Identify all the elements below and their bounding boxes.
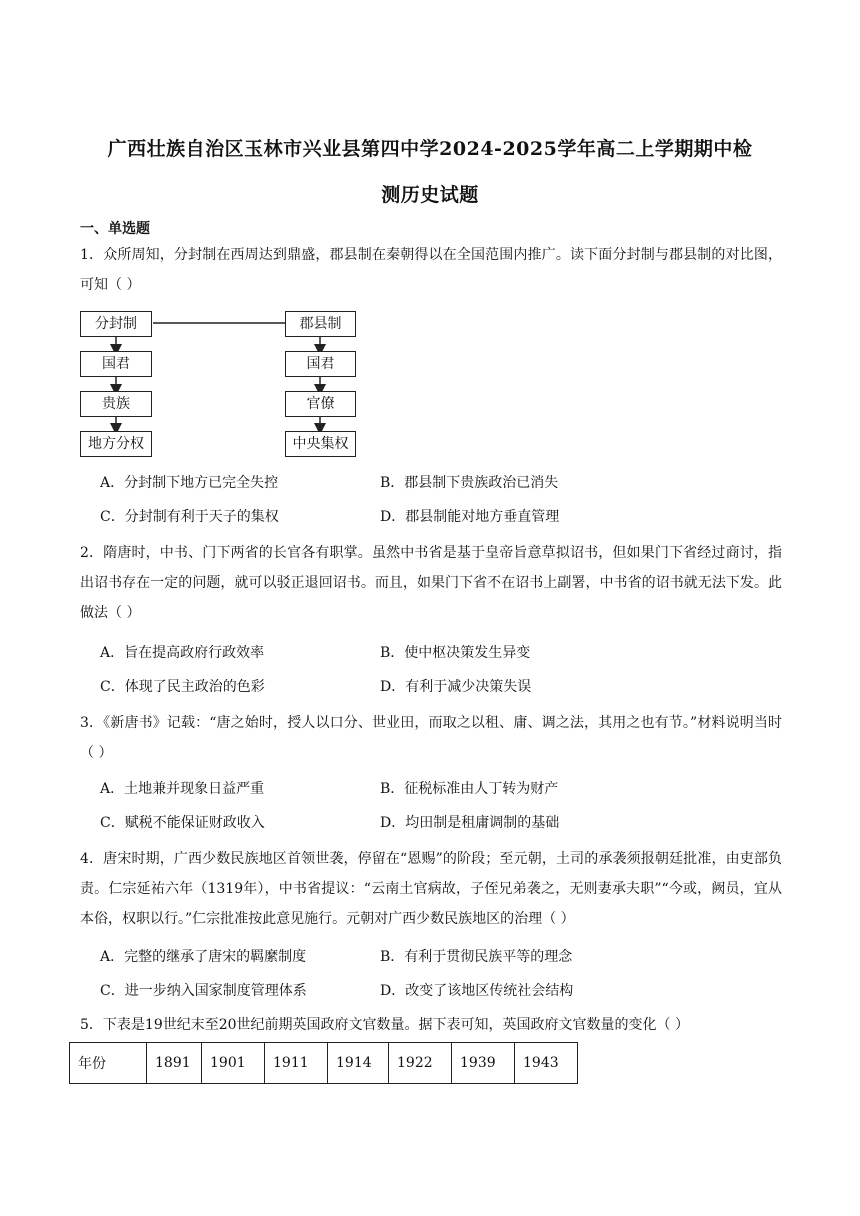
section-heading: 一、单选题 [80,221,150,237]
question-4-stem: 4．唐宋时期，广西少数民族地区首领世袭，停留在“恩赐”的阶段；至元朝，土司的承袭须报朝廷批准，由吏部负责。仁宗延祐六年（1319年），中书省提议：“云南土官病故，子侄兄弟袭之，无则妻承夫职”“今或，阙员，宜从本俗，权职以行。”仁宗批准按此意见施行。元朝对广西少数民族地区的治理（ ） [80,851,782,927]
q2-option-c[interactable]: C．体现了民主政治的色彩 [100,679,265,695]
table-row [70,1043,578,1084]
table-cell: 1901 [202,1043,265,1084]
diagram-left-box-2: 国君 [80,351,152,377]
table-cell: 1891 [147,1043,202,1084]
table-header-cell: 年份 [70,1043,147,1084]
q2-option-a[interactable]: A．旨在提高政府行政效率 [100,645,265,661]
q4-option-d[interactable]: D．改变了该地区传统社会结构 [380,983,574,999]
page-title-line-2: 测历史试题 [381,184,479,206]
q1-option-c[interactable]: C．分封制有利于天子的集权 [100,509,279,525]
diagram-right-box-3: 官僚 [285,391,356,417]
table-cell: 1914 [328,1043,389,1084]
diagram-left-box-3: 贵族 [80,391,152,417]
q4-option-c[interactable]: C．进一步纳入国家制度管理体系 [100,983,307,999]
comparison-diagram [78,310,378,460]
table-cell: 1939 [452,1043,515,1084]
q1-option-a[interactable]: A．分封制下地方已完全失控 [100,475,279,491]
q1-option-d[interactable]: D．郡县制能对地方垂直管理 [380,509,560,525]
q3-option-a[interactable]: A．土地兼并现象日益严重 [100,781,265,797]
diagram-right-box-1: 郡县制 [285,311,356,337]
q3-option-b[interactable]: B．征税标准由人丁转为财产 [380,781,559,797]
diagram-right-box-2: 国君 [285,351,356,377]
diagram-left-box-4: 地方分权 [80,431,152,457]
civil-servant-table [69,1042,578,1084]
diagram-right-box-4: 中央集权 [285,431,356,457]
q3-option-c[interactable]: C．赋税不能保证财政收入 [100,815,265,831]
q1-option-b[interactable]: B．郡县制下贵族政治已消失 [380,475,559,491]
question-3-stem: 3．《新唐书》记载：“唐之始时，授人以口分、世业田，而取之以租、庸、调之法，其用之也有节。”材料说明当时（ ） [80,715,782,761]
q2-option-d[interactable]: D．有利于减少决策失误 [380,679,532,695]
page-title-line-1: 广西壮族自治区玉林市兴业县第四中学2024-2025学年高二上学期期中检 [107,138,753,160]
q3-option-d[interactable]: D．均田制是租庸调制的基础 [380,815,560,831]
question-2-stem: 2．隋唐时，中书、门下两省的长官各有职掌。虽然中书省是基于皇帝旨意草拟诏书，但如果门下省经过商讨，指出诏书存在一定的问题，就可以驳正退回诏书。而且，如果门下省不在诏书上副署，中书省的诏书就无法下发。此做法（ ） [80,545,782,621]
q4-option-b[interactable]: B．有利于贯彻民族平等的理念 [380,949,573,965]
table-cell: 1911 [265,1043,328,1084]
table-cell: 1943 [515,1043,578,1084]
diagram-left-box-1: 分封制 [80,311,152,337]
q4-option-a[interactable]: A．完整的继承了唐宋的羁縻制度 [100,949,307,965]
question-5-stem: 5．下表是19世纪末至20世纪前期英国政府文官数量。据下表可知，英国政府文官数量的变化（ ） [80,1017,689,1033]
q2-option-b[interactable]: B．使中枢决策发生异变 [380,645,531,661]
question-1-stem: 1．众所周知，分封制在西周达到鼎盛，郡县制在秦朝得以在全国范围内推广。读下面分封制与郡县制的对比图，可知（ ） [80,247,782,293]
table-cell: 1922 [389,1043,452,1084]
